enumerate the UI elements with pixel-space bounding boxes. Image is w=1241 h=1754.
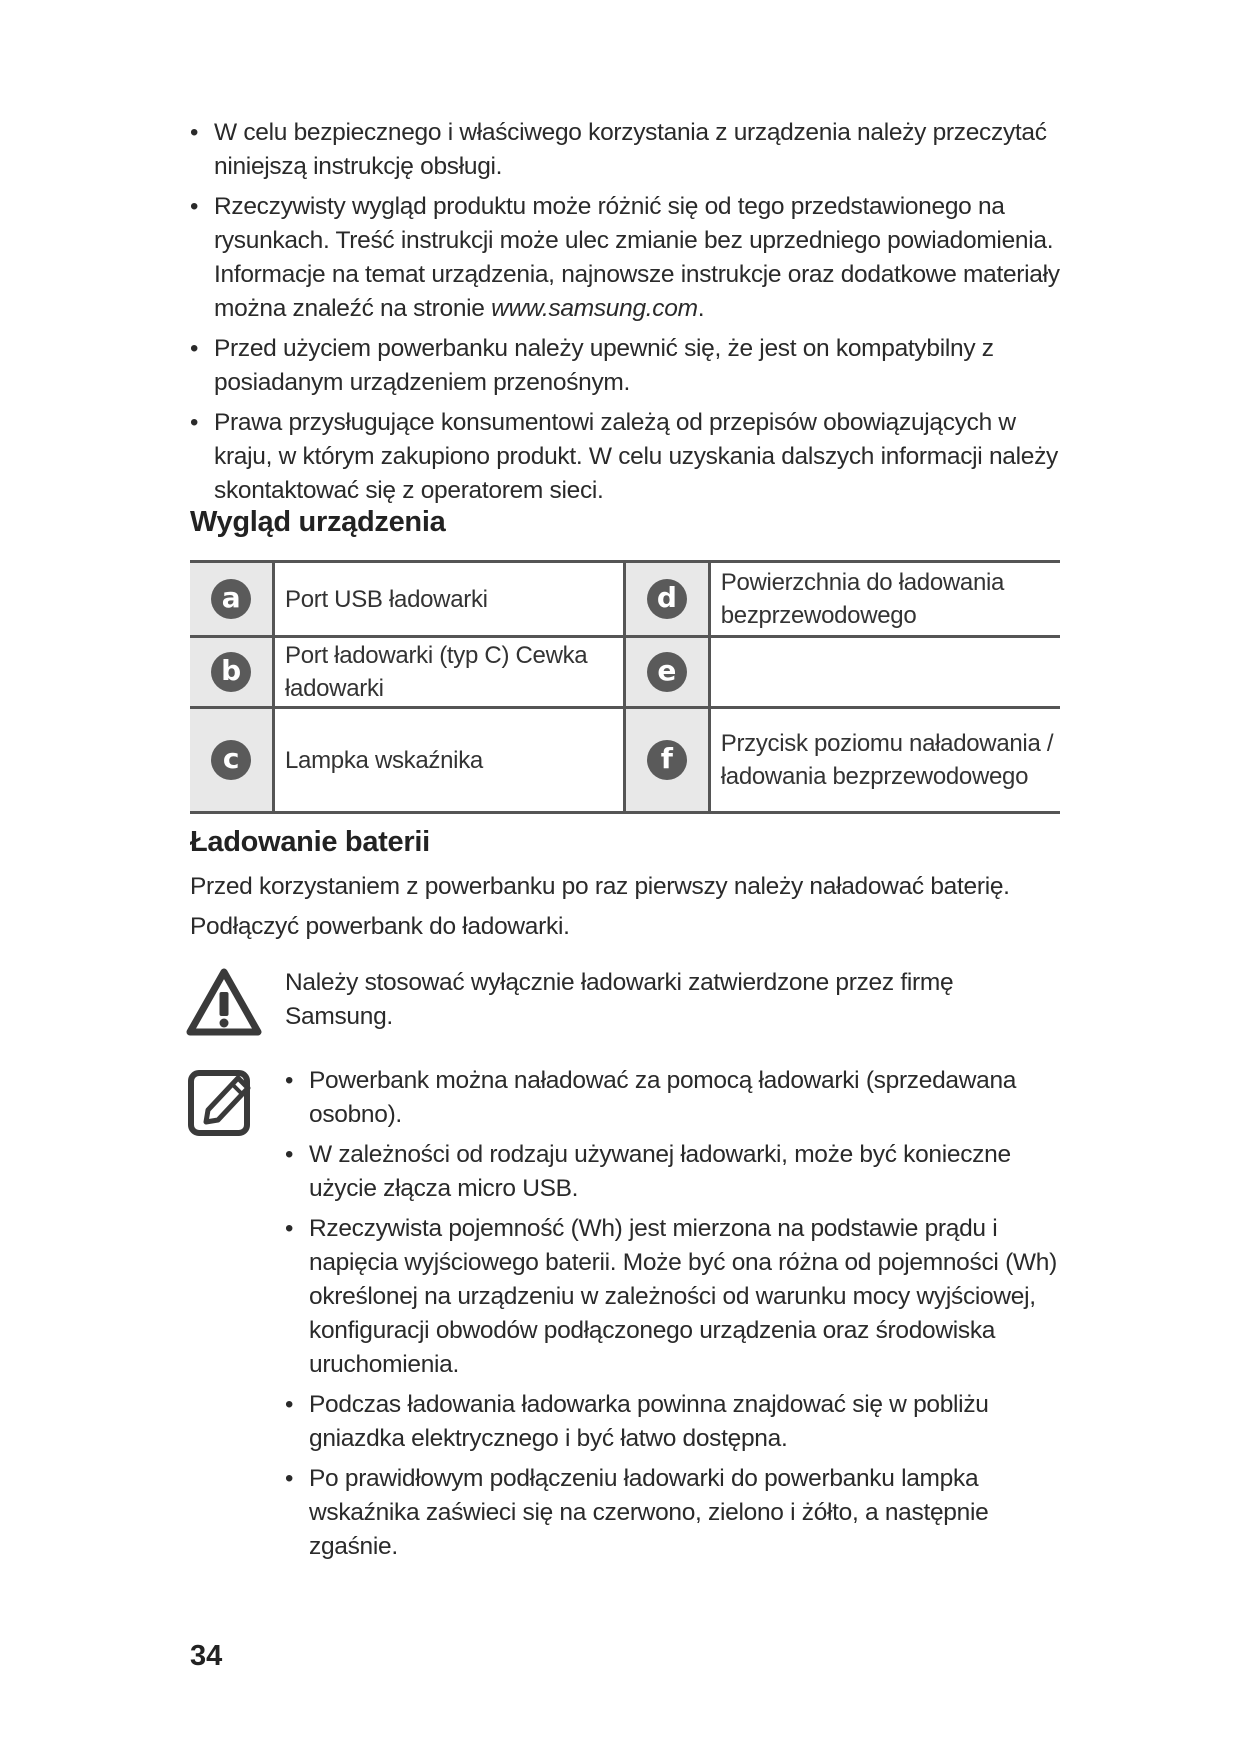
part-label-e (709, 637, 1060, 708)
part-letter-cell (624, 708, 709, 813)
part-letter-b: b (211, 652, 251, 692)
part-letter-a: a (211, 579, 251, 619)
note-item: • Powerbank można naładować za pomocą ładowarki (sprzedawana osobno). (285, 1064, 1065, 1132)
part-letter-c: c (211, 740, 251, 780)
part-letter-cell (190, 637, 274, 708)
part-label-d: Powierzchnia do ładowania bezprzewodowego (720, 569, 1005, 629)
note-item: • W zależności od rodzaju używanej ładowarki, może być konieczne użycie złącza micro USB. (285, 1138, 1065, 1206)
part-letter-cell (190, 708, 274, 813)
warning-icon (186, 968, 262, 1036)
part-letter-cell (190, 562, 274, 637)
part-letter-cell (624, 637, 709, 708)
page-number: 34 (190, 1640, 223, 1672)
table-row (190, 708, 1060, 813)
section-heading-device: Wygląd urządzenia (190, 506, 446, 538)
table-row (190, 562, 1060, 637)
intro-bullet: • Prawa przysługujące konsumentowi zależą od przepisów obowiązujących w kraju, w którym zakupiono produkt. W celu uzyskania dalszych informacji należy skontaktować się z operatorem sieci. (190, 406, 1070, 508)
website-link[interactable]: www.samsung.com (491, 295, 698, 322)
table-row (190, 637, 1060, 708)
note-item: • Rzeczywista pojemność (Wh) jest mierzona na podstawie prądu i napięcia wyjściowego baterii. Może być ona różna od pojemności (Wh) określonej na urządzeniu w zależności od warunku mocy wyjściowej, konfiguracji obwodów podłączonego urządzenia oraz środowiska uruchomienia. (285, 1212, 1065, 1382)
parts-table (190, 560, 1060, 814)
part-label-c: Lampka wskaźnika (274, 708, 625, 813)
intro-bullet: • W celu bezpiecznego i właściwego korzystania z urządzenia należy przeczytać niniejszą instrukcję obsługi. (190, 116, 1070, 184)
charging-paragraph: Przed korzystaniem z powerbanku po raz pierwszy należy naładować baterię. (190, 873, 1010, 900)
part-letter-d: d (647, 579, 687, 619)
intro-bullet: • Przed użyciem powerbanku należy upewnić się, że jest on kompatybilny z posiadanym urządzeniem przenośnym. (190, 332, 1070, 400)
part-label-b: Port ładowarki (typ C) Cewka ładowarki (274, 637, 625, 708)
part-letter-e: e (647, 652, 687, 692)
notes-list (285, 1064, 1065, 1570)
part-label-f: Przycisk poziomu naładowania / ładowania bezprzewodowego (720, 730, 1054, 790)
note-icon (186, 1068, 258, 1140)
intro-bullet-list (190, 116, 1070, 514)
warning-text: Należy stosować wyłącznie ładowarki zatwierdzone przez firmę Samsung. (285, 969, 954, 1030)
part-letter-f: f (647, 740, 687, 780)
note-item: • Podczas ładowania ładowarka powinna znajdować się w pobliżu gniazdka elektrycznego i być łatwo dostępna. (285, 1388, 1065, 1456)
part-label-a: Port USB ładowarki (274, 562, 625, 637)
section-heading-charging: Ładowanie baterii (190, 826, 430, 858)
charging-paragraph: Podłączyć powerbank do ładowarki. (190, 913, 570, 940)
part-letter-cell (624, 562, 709, 637)
intro-bullet: • Rzeczywisty wygląd produktu może różnić się od tego przedstawionego na rysunkach. Treść instrukcji może ulec zmianie bez uprzedniego powiadomienia. Informacje na temat urządzenia, najnowsze instrukcje oraz dodatkowe materiały można znaleźć na stronie www.samsung.com. (190, 190, 1070, 326)
note-item: • Po prawidłowym podłączeniu ładowarki do powerbanku lampka wskaźnika zaświeci się na czerwono, zielono i żółto, a następnie zgaśnie. (285, 1462, 1065, 1564)
